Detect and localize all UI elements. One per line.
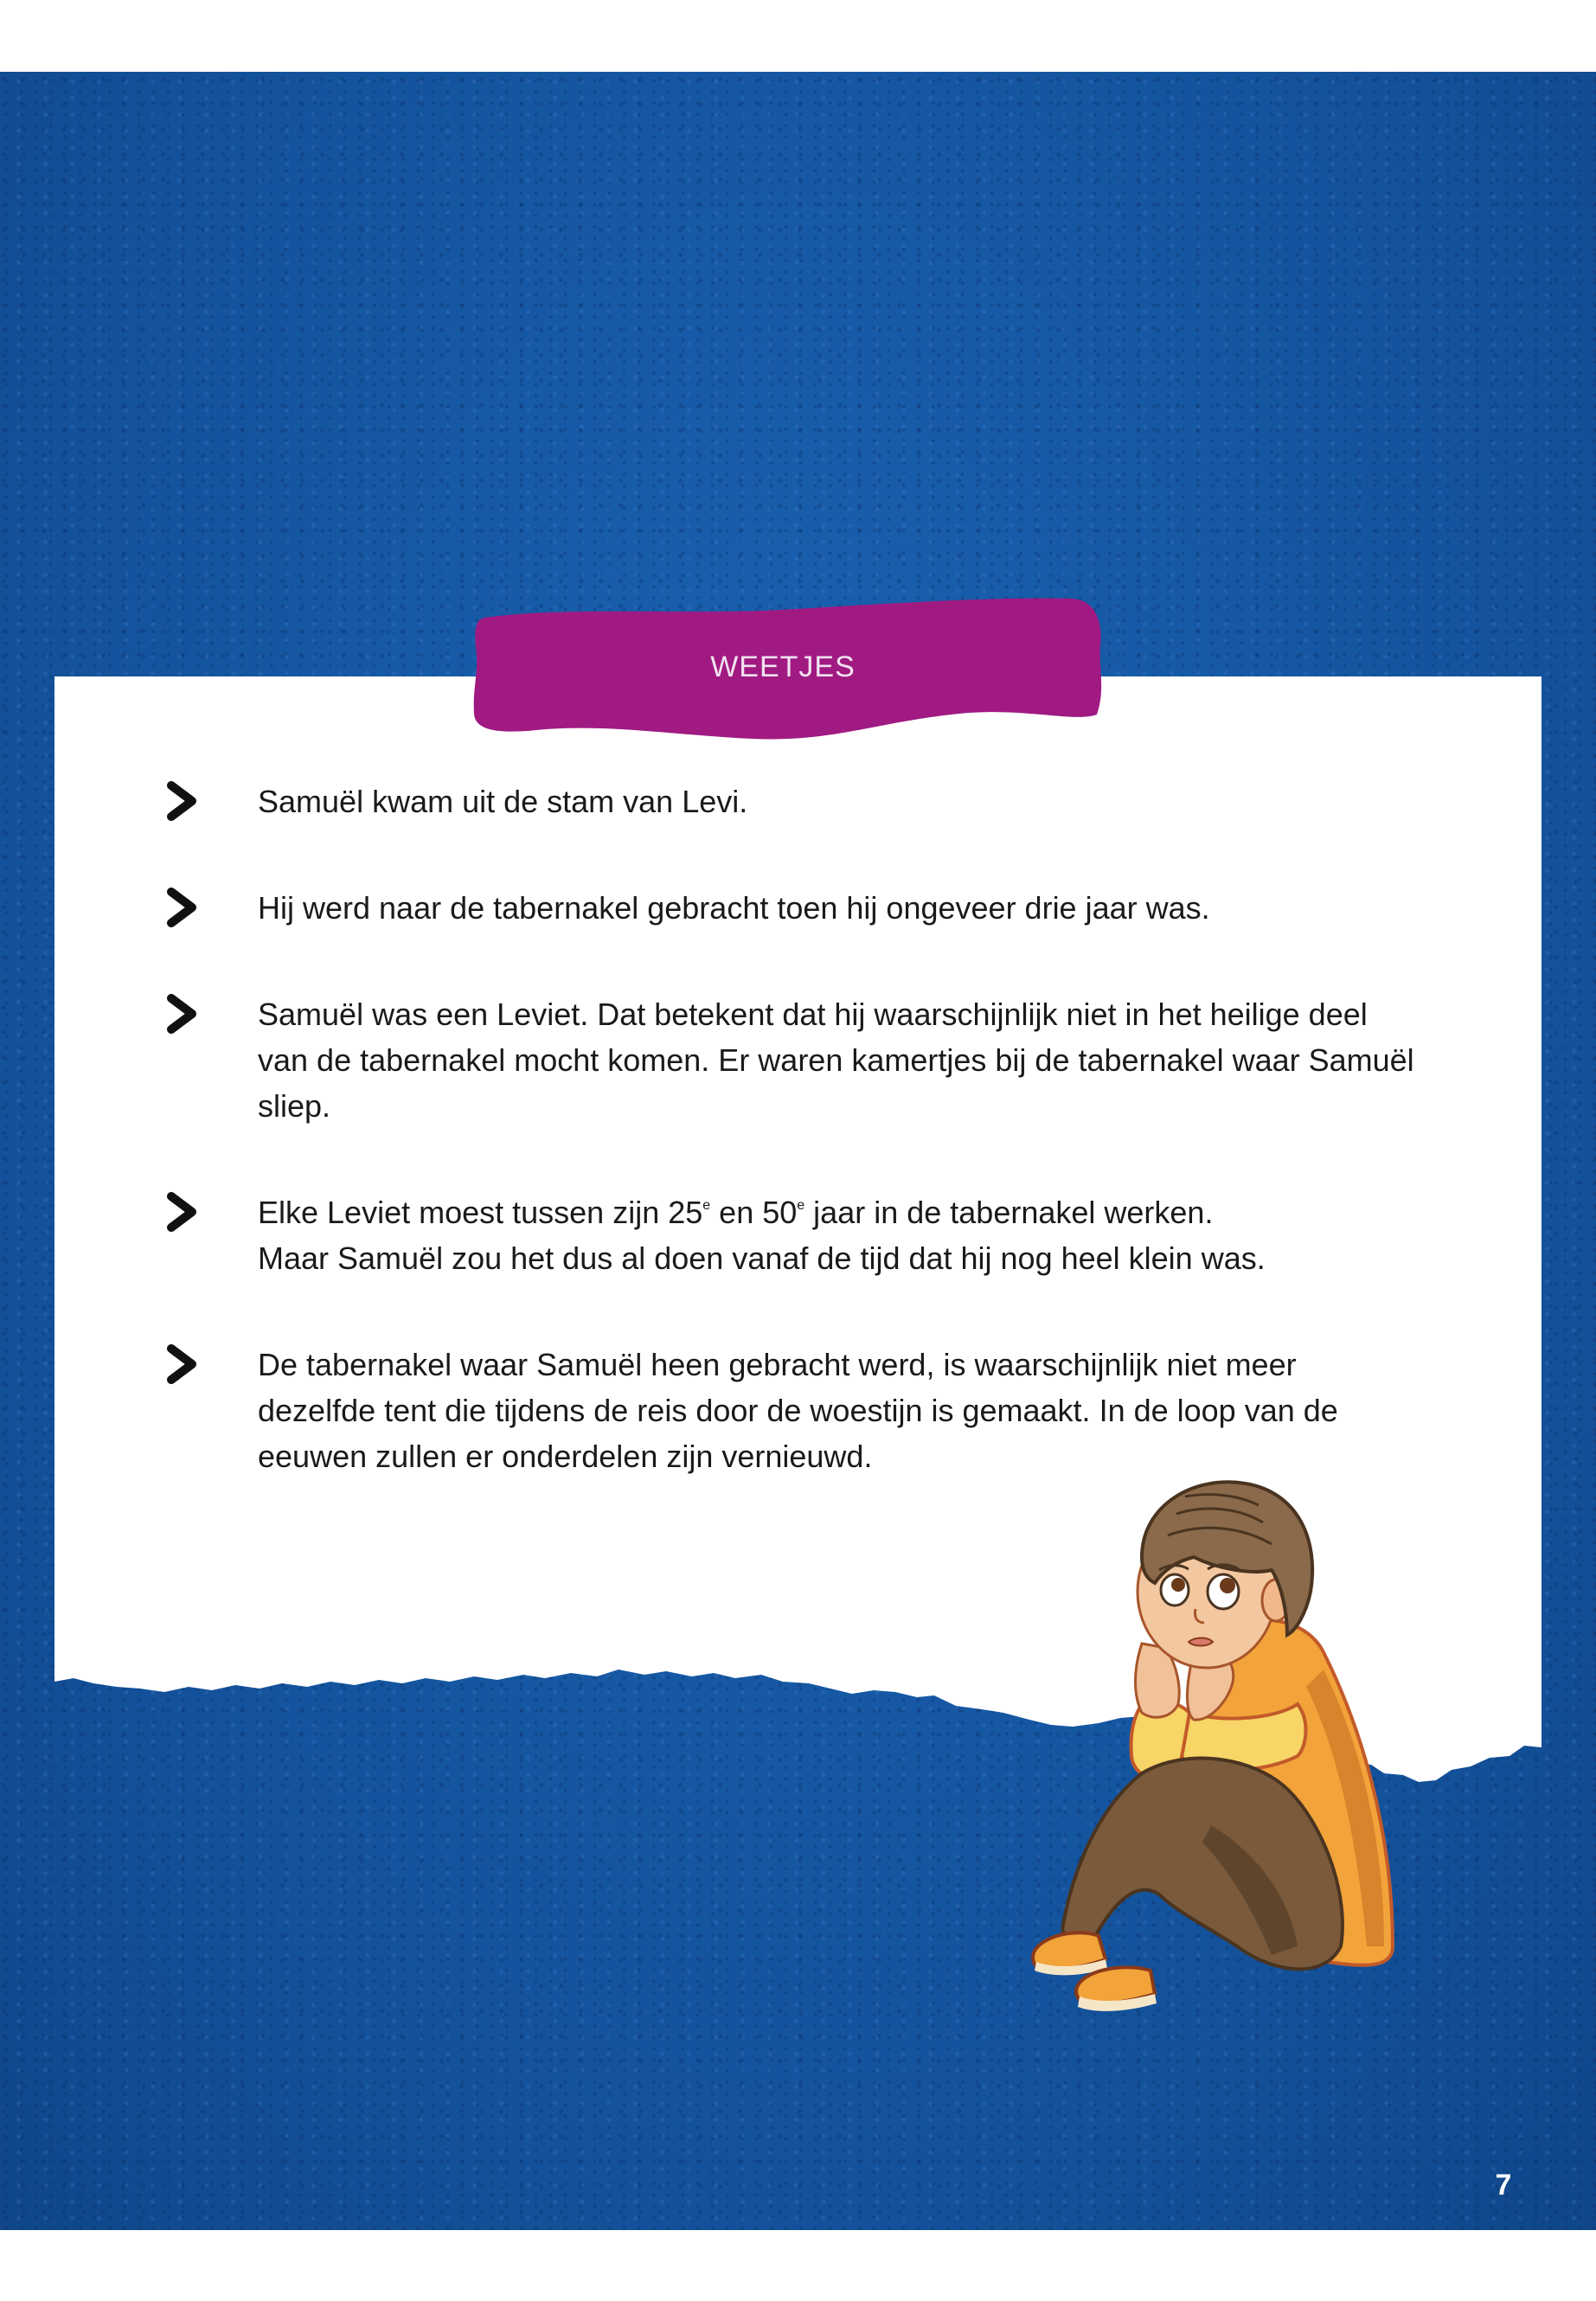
text-line: sliep. xyxy=(258,1088,331,1124)
text-segment: Elke Leviet moest tussen zijn 25 xyxy=(258,1195,703,1230)
text-line: dezelfde tent die tijdens de reis door de woestijn is gemaakt. In de loop van de xyxy=(258,1393,1338,1428)
chevron-right-icon xyxy=(164,993,201,1035)
text-line: Maar Samuël zou het dus al doen vanaf de tijd dat hij nog heel klein was. xyxy=(258,1240,1266,1276)
list-item-text xyxy=(258,885,1503,931)
chevron-right-icon xyxy=(164,780,201,822)
page-number: 7 xyxy=(1495,2169,1512,2202)
superscript: e xyxy=(797,1198,805,1213)
superscript: e xyxy=(702,1198,711,1213)
text-line xyxy=(258,1189,1503,1235)
chevron-right-icon xyxy=(164,1191,201,1233)
list-item-text xyxy=(258,991,1503,1129)
chevron-right-icon xyxy=(164,887,201,928)
text-line: De tabernakel waar Samuël heen gebracht werd, is waarschijnlijk niet meer xyxy=(258,1347,1297,1382)
list-item-text xyxy=(258,1342,1503,1479)
list-item-text xyxy=(258,1189,1503,1281)
text-segment: en 50 xyxy=(710,1195,798,1230)
text-line: eeuwen zullen er onderdelen zijn vernieuwd. xyxy=(258,1439,873,1474)
chevron-right-icon xyxy=(164,1343,201,1385)
banner-title: WEETJES xyxy=(710,651,856,683)
text-line: Samuël kwam uit de stam van Levi. xyxy=(258,784,748,819)
text-line: van de tabernakel mocht komen. Er waren kamertjes bij de tabernakel waar Samuël xyxy=(258,1042,1414,1078)
text-line: Hij werd naar de tabernakel gebracht toen hij ongeveer drie jaar was. xyxy=(258,890,1210,926)
text-line: Samuël was een Leviet. Dat betekent dat hij waarschijnlijk niet in het heilige deel xyxy=(258,997,1368,1032)
list-item-text xyxy=(258,779,1503,824)
thinking-boy-illustration xyxy=(1012,1462,1419,2024)
text-segment: jaar in de tabernakel werken. xyxy=(804,1195,1214,1230)
